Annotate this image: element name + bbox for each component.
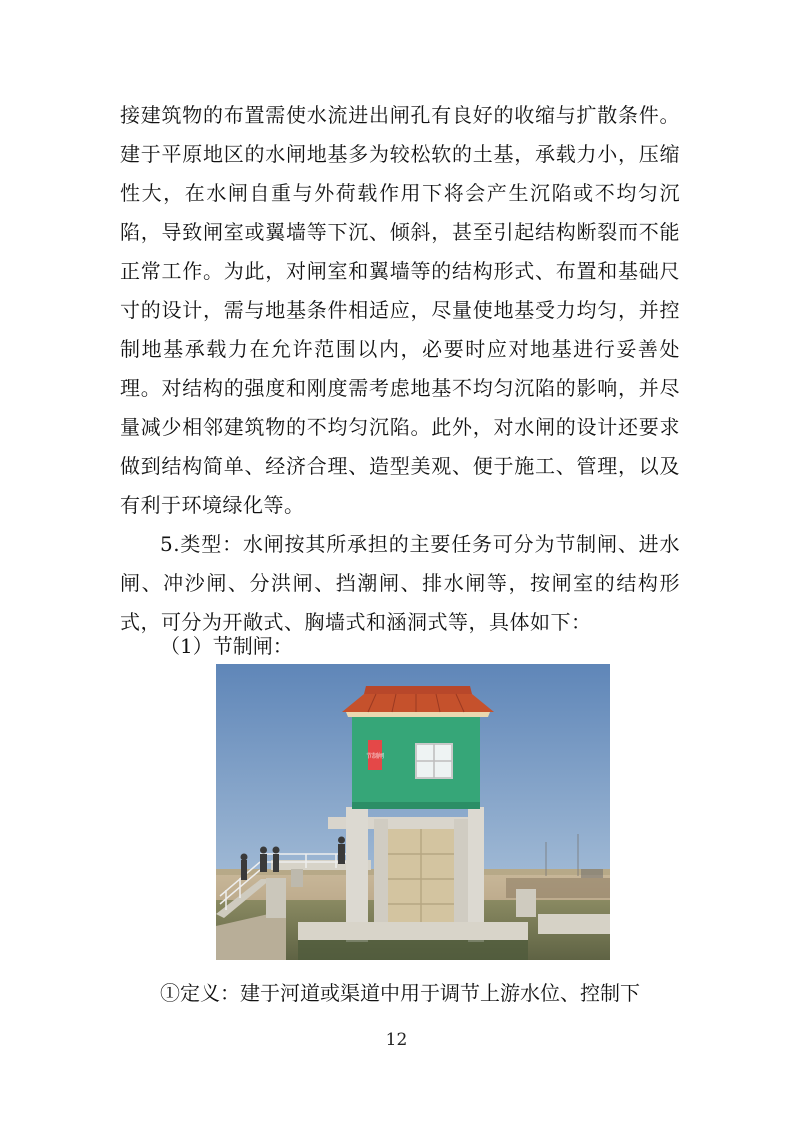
sign-text: 节制闸: [365, 753, 385, 760]
sub-heading: （1）节制闸：: [160, 634, 293, 658]
page-number: 12: [385, 1030, 408, 1050]
sluice-gate-photo: [216, 664, 610, 960]
definition-line: ①定义：建于河道或渠道中用于调节上游水位、控制下: [160, 981, 640, 1005]
body-text: [120, 96, 680, 642]
paragraph-2: 5.类型：水闸按其所承担的主要任务可分为节制闸、进水闸、冲沙闸、分洪闸、挡潮闸、排水闸等，按闸室的结构形式，可分为开敞式、胸墙式和涵洞式等，具体如下：: [120, 532, 680, 634]
paragraph-1: 接建筑物的布置需使水流进出闸孔有良好的收缩与扩散条件。建于平原地区的水闸地基多为较松软的土基，承载力小，压缩性大，在水闸自重与外荷载作用下将会产生沉陷或不均匀沉陷，导致闸室或翼墙等下沉、倾斜，甚至引起结构断裂而不能正常工作。为此，对闸室和翼墙等的结构形式、布置和基础尺寸的设计，需与地基条件相适应，尽量使地基受力均匀，并控制地基承载力在允许范围以内，必要时应对地基进行妥善处理。对结构的强度和刚度需考虑地基不均匀沉陷的影响，并尽量减少相邻建筑物的不均匀沉陷。此外，对水闸的设计还要求做到结构简单、经济合理、造型美观、便于施工、管理，以及有利于环境绿化等。: [120, 103, 680, 517]
